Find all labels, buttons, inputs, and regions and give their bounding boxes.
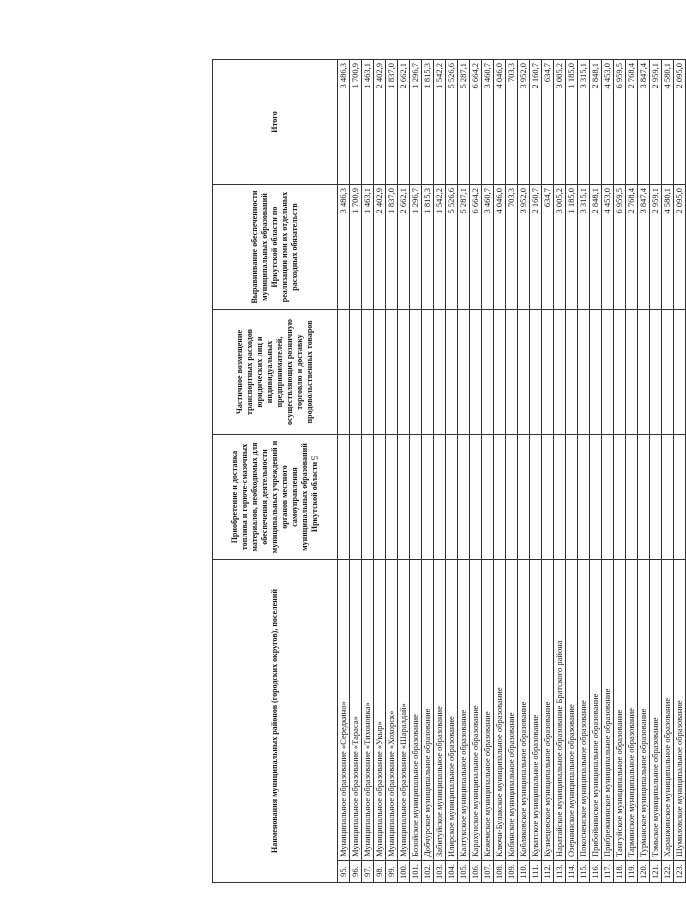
transport-value-cell bbox=[530, 310, 542, 435]
row-number-cell: 105. bbox=[458, 861, 470, 883]
table-header-row bbox=[213, 60, 338, 883]
equalization-value-cell: 4 046,0 bbox=[494, 185, 506, 310]
transport-value-cell bbox=[506, 310, 518, 435]
total-value-cell: 1 700,9 bbox=[350, 60, 362, 185]
equalization-value-cell: 3 952,0 bbox=[518, 185, 530, 310]
equalization-value-cell: 4 580,1 bbox=[662, 185, 674, 310]
fuel-value-cell bbox=[446, 435, 458, 560]
fuel-value-cell bbox=[578, 435, 590, 560]
total-value-cell: 703,3 bbox=[506, 60, 518, 185]
equalization-value-cell: 4 453,0 bbox=[602, 185, 614, 310]
municipality-name-cell: Кежемское муниципальное образование bbox=[482, 560, 494, 861]
fuel-value-cell bbox=[374, 435, 386, 560]
fuel-value-cell bbox=[434, 435, 446, 560]
transport-value-cell bbox=[602, 310, 614, 435]
rotated-table-container bbox=[212, 60, 684, 883]
equalization-value-cell: 5 287,1 bbox=[458, 185, 470, 310]
row-number-cell: 109. bbox=[506, 861, 518, 883]
fuel-value-cell bbox=[542, 435, 554, 560]
transport-value-cell bbox=[446, 310, 458, 435]
table-row bbox=[458, 60, 470, 883]
equalization-value-cell: 2 095,0 bbox=[674, 185, 686, 310]
table-row bbox=[554, 60, 566, 883]
table-row bbox=[482, 60, 494, 883]
table-row bbox=[626, 60, 638, 883]
transport-value-cell bbox=[662, 310, 674, 435]
table-row bbox=[542, 60, 554, 883]
total-value-cell: 4 453,0 bbox=[602, 60, 614, 185]
transport-value-cell bbox=[458, 310, 470, 435]
municipality-name-cell: Прибрежнинское муниципальное образование bbox=[602, 560, 614, 861]
table-row bbox=[614, 60, 626, 883]
table-row bbox=[638, 60, 650, 883]
municipality-name-cell: Кобляковское муниципальное образование bbox=[518, 560, 530, 861]
table-row bbox=[530, 60, 542, 883]
row-number-cell: 102. bbox=[422, 861, 434, 883]
transport-value-cell bbox=[482, 310, 494, 435]
transport-value-cell bbox=[434, 310, 446, 435]
total-value-cell: 5 526,6 bbox=[446, 60, 458, 185]
municipality-name-cell: Турманское муниципальное образование bbox=[638, 560, 650, 861]
header-transport: Частичное возмещение транспортных расходов юридических лиц и индивидуальных предпринимателей, осуществляющих розничную торговлю и доставку продовольственных товаров bbox=[213, 310, 338, 435]
fuel-value-cell bbox=[554, 435, 566, 560]
equalization-value-cell: 3 005,2 bbox=[554, 185, 566, 310]
transport-value-cell bbox=[566, 310, 578, 435]
total-value-cell: 1 296,7 bbox=[410, 60, 422, 185]
table-row bbox=[362, 60, 374, 883]
row-number-cell: 104. bbox=[446, 861, 458, 883]
total-value-cell: 2 662,1 bbox=[398, 60, 410, 185]
fuel-value-cell bbox=[590, 435, 602, 560]
table-row bbox=[506, 60, 518, 883]
equalization-value-cell: 2 160,7 bbox=[530, 185, 542, 310]
equalization-value-cell: 3 847,4 bbox=[638, 185, 650, 310]
municipality-name-cell: Калтукское муниципальное образование bbox=[458, 560, 470, 861]
equalization-value-cell: 1 185,0 bbox=[566, 185, 578, 310]
total-value-cell: 1 542,2 bbox=[434, 60, 446, 185]
table-row bbox=[446, 60, 458, 883]
equalization-value-cell: 2 662,1 bbox=[398, 185, 410, 310]
row-number-cell: 106. bbox=[470, 861, 482, 883]
municipality-name-cell: Муниципальное образование «Тихоновка» bbox=[362, 560, 374, 861]
row-number-cell: 107. bbox=[482, 861, 494, 883]
table-row bbox=[566, 60, 578, 883]
transport-value-cell bbox=[578, 310, 590, 435]
transport-value-cell bbox=[614, 310, 626, 435]
total-value-cell: 2 768,4 bbox=[626, 60, 638, 185]
equalization-value-cell: 1 700,9 bbox=[350, 185, 362, 310]
table-row bbox=[590, 60, 602, 883]
table-row bbox=[422, 60, 434, 883]
equalization-value-cell: 703,3 bbox=[506, 185, 518, 310]
fuel-value-cell bbox=[470, 435, 482, 560]
row-number-cell: 115. bbox=[578, 861, 590, 883]
table-row bbox=[470, 60, 482, 883]
row-number-cell: 95. bbox=[338, 861, 350, 883]
fuel-value-cell bbox=[422, 435, 434, 560]
fuel-value-cell bbox=[566, 435, 578, 560]
total-value-cell: 3 952,0 bbox=[518, 60, 530, 185]
fuel-value-cell bbox=[662, 435, 674, 560]
row-number-cell: 123. bbox=[674, 861, 686, 883]
municipality-name-cell: Бозойское муниципальное образование bbox=[410, 560, 422, 861]
fuel-value-cell bbox=[530, 435, 542, 560]
municipality-name-cell: Карахунское муниципальное образование bbox=[470, 560, 482, 861]
fuel-value-cell bbox=[386, 435, 398, 560]
row-number-cell: 98. bbox=[374, 861, 386, 883]
equalization-value-cell: 1 463,1 bbox=[362, 185, 374, 310]
equalization-value-cell: 1 815,3 bbox=[422, 185, 434, 310]
transport-value-cell bbox=[638, 310, 650, 435]
table-row bbox=[410, 60, 422, 883]
table-row bbox=[662, 60, 674, 883]
transport-value-cell bbox=[398, 310, 410, 435]
table-row bbox=[518, 60, 530, 883]
fuel-value-cell bbox=[518, 435, 530, 560]
total-value-cell: 6 959,5 bbox=[614, 60, 626, 185]
row-number-cell: 117. bbox=[602, 861, 614, 883]
equalization-value-cell: 2 959,1 bbox=[650, 185, 662, 310]
row-number-cell: 100. bbox=[398, 861, 410, 883]
table-row bbox=[338, 60, 350, 883]
table-row bbox=[398, 60, 410, 883]
total-value-cell: 2 848,1 bbox=[590, 60, 602, 185]
transport-value-cell bbox=[626, 310, 638, 435]
transport-value-cell bbox=[410, 310, 422, 435]
total-value-cell: 3 460,7 bbox=[482, 60, 494, 185]
total-value-cell: 4 046,0 bbox=[494, 60, 506, 185]
table-row bbox=[386, 60, 398, 883]
municipality-name-cell: Ключи-Булакское муниципальное образование bbox=[494, 560, 506, 861]
municipality-name-cell: Куватское муниципальное образование bbox=[530, 560, 542, 861]
fuel-value-cell bbox=[458, 435, 470, 560]
transport-value-cell bbox=[350, 310, 362, 435]
row-number-cell: 120. bbox=[638, 861, 650, 883]
equalization-value-cell: 6 664,2 bbox=[470, 185, 482, 310]
row-number-cell: 121. bbox=[650, 861, 662, 883]
municipality-name-cell: Кузнецовское муниципальное образование bbox=[542, 560, 554, 861]
fuel-value-cell bbox=[362, 435, 374, 560]
transport-value-cell bbox=[554, 310, 566, 435]
fuel-value-cell bbox=[482, 435, 494, 560]
fuel-value-cell bbox=[602, 435, 614, 560]
equalization-value-cell: 5 526,6 bbox=[446, 185, 458, 310]
table-row bbox=[650, 60, 662, 883]
total-value-cell: 1 185,0 bbox=[566, 60, 578, 185]
total-value-cell: 1 815,3 bbox=[422, 60, 434, 185]
municipality-name-cell: Наратайское муниципальное образование Братского района bbox=[554, 560, 566, 861]
transport-value-cell bbox=[362, 310, 374, 435]
total-value-cell: 2 160,7 bbox=[530, 60, 542, 185]
table-row bbox=[578, 60, 590, 883]
total-value-cell: 1 463,1 bbox=[362, 60, 374, 185]
transport-value-cell bbox=[386, 310, 398, 435]
fuel-value-cell bbox=[350, 435, 362, 560]
fuel-value-cell bbox=[614, 435, 626, 560]
row-number-cell: 118. bbox=[614, 861, 626, 883]
municipality-name-cell: Муниципальное образование «Тараса» bbox=[350, 560, 362, 861]
municipality-name-cell: Муниципальное образование «Хохорск» bbox=[386, 560, 398, 861]
equalization-value-cell: 2 768,4 bbox=[626, 185, 638, 310]
equalization-value-cell: 634,7 bbox=[542, 185, 554, 310]
total-value-cell: 3 847,4 bbox=[638, 60, 650, 185]
transport-value-cell bbox=[338, 310, 350, 435]
row-number-cell: 114. bbox=[566, 861, 578, 883]
table-body bbox=[338, 60, 686, 883]
table-row bbox=[350, 60, 362, 883]
municipality-name-cell: Тарминское муниципальное образование bbox=[626, 560, 638, 861]
fuel-value-cell bbox=[626, 435, 638, 560]
equalization-value-cell: 1 542,2 bbox=[434, 185, 446, 310]
total-value-cell: 3 486,3 bbox=[338, 60, 350, 185]
table-row bbox=[602, 60, 614, 883]
equalization-value-cell: 3 315,1 bbox=[578, 185, 590, 310]
header-name: Наименования муниципальных районов (городских округов), поселений bbox=[213, 560, 338, 883]
transport-value-cell bbox=[542, 310, 554, 435]
subsidy-table bbox=[212, 59, 686, 883]
municipality-name-cell: Добчурское муниципальное образование bbox=[422, 560, 434, 861]
row-number-cell: 111. bbox=[530, 861, 542, 883]
page-number: 5 bbox=[309, 455, 319, 461]
equalization-value-cell: 6 959,5 bbox=[614, 185, 626, 310]
row-number-cell: 97. bbox=[362, 861, 374, 883]
row-number-cell: 119. bbox=[626, 861, 638, 883]
row-number-cell: 108. bbox=[494, 861, 506, 883]
transport-value-cell bbox=[374, 310, 386, 435]
municipality-name-cell: Забитуйское муниципальное образование bbox=[434, 560, 446, 861]
fuel-value-cell bbox=[674, 435, 686, 560]
row-number-cell: 113. bbox=[554, 861, 566, 883]
row-number-cell: 101. bbox=[410, 861, 422, 883]
municipality-name-cell: Тэмьское муниципальное образование bbox=[650, 560, 662, 861]
table-row bbox=[494, 60, 506, 883]
row-number-cell: 122. bbox=[662, 861, 674, 883]
row-number-cell: 103. bbox=[434, 861, 446, 883]
row-number-cell: 96. bbox=[350, 861, 362, 883]
table-row bbox=[434, 60, 446, 883]
fuel-value-cell bbox=[650, 435, 662, 560]
total-value-cell: 2 402,9 bbox=[374, 60, 386, 185]
header-fuel: Приобретение и доставка топлива и горюче-смазочных материалов, необходимых для обеспечения деятельности муниципальных учреждений и органов местного самоуправления муниципальных образований Иркутской области bbox=[213, 435, 338, 560]
municipality-name-cell: Муниципальное образование «Шаралдай» bbox=[398, 560, 410, 861]
municipality-name-cell: Прибойнинское муниципальное образование bbox=[590, 560, 602, 861]
fuel-value-cell bbox=[494, 435, 506, 560]
header-equalization: Выравнивание обеспеченности муниципальных образований Иркутской области по реализации ими их отдельных расходных обязательств bbox=[213, 185, 338, 310]
row-number-cell: 112. bbox=[542, 861, 554, 883]
total-value-cell: 3 315,1 bbox=[578, 60, 590, 185]
header-total: Итого bbox=[213, 60, 338, 185]
table-row bbox=[374, 60, 386, 883]
transport-value-cell bbox=[494, 310, 506, 435]
municipality-name-cell: Муниципальное образование «Укыр» bbox=[374, 560, 386, 861]
fuel-value-cell bbox=[338, 435, 350, 560]
fuel-value-cell bbox=[398, 435, 410, 560]
row-number-cell: 116. bbox=[590, 861, 602, 883]
equalization-value-cell: 2 402,9 bbox=[374, 185, 386, 310]
total-value-cell: 6 664,2 bbox=[470, 60, 482, 185]
total-value-cell: 1 837,0 bbox=[386, 60, 398, 185]
transport-value-cell bbox=[470, 310, 482, 435]
municipality-name-cell: Илирское муниципальное образование bbox=[446, 560, 458, 861]
municipality-name-cell: Харанжинское муниципальное образование bbox=[662, 560, 674, 861]
total-value-cell: 2 959,1 bbox=[650, 60, 662, 185]
municipality-name-cell: Покосненское муниципальное образование bbox=[578, 560, 590, 861]
equalization-value-cell: 1 837,0 bbox=[386, 185, 398, 310]
transport-value-cell bbox=[518, 310, 530, 435]
municipality-name-cell: Тангуйское муниципальное образование bbox=[614, 560, 626, 861]
total-value-cell: 4 580,1 bbox=[662, 60, 674, 185]
fuel-value-cell bbox=[506, 435, 518, 560]
municipality-name-cell: Озернинское муниципальное образование bbox=[566, 560, 578, 861]
municipality-name-cell: Кобинское муниципальное образование bbox=[506, 560, 518, 861]
equalization-value-cell: 3 460,7 bbox=[482, 185, 494, 310]
equalization-value-cell: 3 486,3 bbox=[338, 185, 350, 310]
total-value-cell: 5 287,1 bbox=[458, 60, 470, 185]
row-number-cell: 99. bbox=[386, 861, 398, 883]
table-row bbox=[674, 60, 686, 883]
row-number-cell: 110. bbox=[518, 861, 530, 883]
total-value-cell: 3 005,2 bbox=[554, 60, 566, 185]
transport-value-cell bbox=[590, 310, 602, 435]
municipality-name-cell: Муниципальное образование «Середкино» bbox=[338, 560, 350, 861]
total-value-cell: 2 095,0 bbox=[674, 60, 686, 185]
transport-value-cell bbox=[422, 310, 434, 435]
equalization-value-cell: 2 848,1 bbox=[590, 185, 602, 310]
fuel-value-cell bbox=[410, 435, 422, 560]
fuel-value-cell bbox=[638, 435, 650, 560]
transport-value-cell bbox=[674, 310, 686, 435]
transport-value-cell bbox=[650, 310, 662, 435]
municipality-name-cell: Шумиловское муниципальное образование bbox=[674, 560, 686, 861]
equalization-value-cell: 1 296,7 bbox=[410, 185, 422, 310]
total-value-cell: 634,7 bbox=[542, 60, 554, 185]
